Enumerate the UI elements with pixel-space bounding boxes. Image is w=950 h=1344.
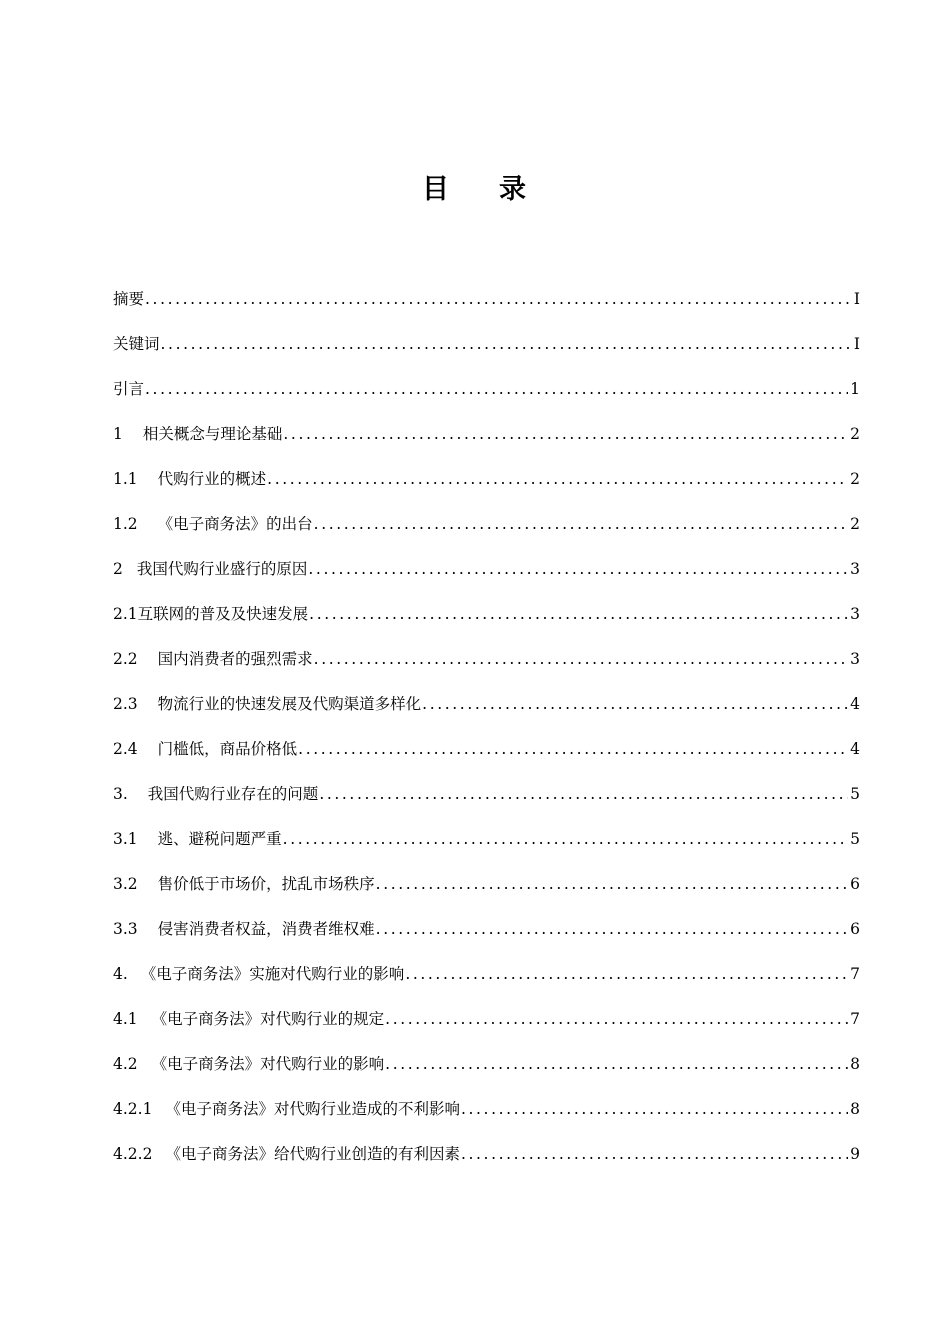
toc-page-number: 5	[850, 830, 860, 848]
toc-entry[interactable]	[113, 284, 860, 329]
toc-entry-label	[113, 464, 266, 494]
toc-page-number: 7	[850, 965, 860, 983]
toc-title-char-1: 目	[422, 174, 451, 206]
toc-page-number: 3	[850, 560, 860, 578]
toc-entry-label	[113, 959, 404, 989]
toc-entry[interactable]	[113, 374, 860, 419]
toc-entry-number: 2.2	[113, 650, 138, 668]
toc-entry-number: 2.3	[113, 695, 138, 713]
toc-entry-text: 《电子商务法》的出台	[157, 515, 313, 533]
toc-entry-text: 摘要	[113, 290, 145, 308]
toc-dot-leader	[298, 734, 848, 764]
toc-entry-text: 互联网的普及及快速发展	[137, 605, 309, 623]
toc-entry[interactable]	[113, 959, 860, 1004]
toc-page-number: 1	[850, 380, 860, 398]
toc-entry[interactable]	[113, 554, 860, 599]
toc-entry-label	[113, 284, 144, 314]
toc-dot-leader	[376, 914, 848, 944]
toc-dot-leader	[385, 1049, 848, 1079]
toc-page-number: 6	[850, 920, 860, 938]
toc-dot-leader	[461, 1139, 848, 1169]
toc-dot-leader	[267, 464, 848, 494]
toc-entry[interactable]	[113, 599, 860, 644]
toc-entry[interactable]	[113, 644, 860, 689]
toc-entry-label	[113, 554, 307, 584]
toc-entry[interactable]	[113, 869, 860, 914]
toc-dot-leader	[314, 644, 848, 674]
toc-entry-number: 1	[113, 425, 123, 443]
toc-entry-text: 引言	[113, 380, 145, 398]
toc-page-number: 5	[850, 785, 860, 803]
toc-dot-leader	[376, 869, 848, 899]
toc-dot-leader	[145, 374, 848, 404]
toc-entry[interactable]	[113, 689, 860, 734]
toc-entry-number: 3.3	[113, 920, 138, 938]
toc-page-number: 8	[850, 1055, 860, 1073]
toc-entry-label	[113, 824, 282, 854]
toc-entry[interactable]	[113, 824, 860, 869]
toc-page-number: 8	[850, 1100, 860, 1118]
toc-entry[interactable]	[113, 1094, 860, 1139]
toc-entry[interactable]	[113, 1139, 860, 1184]
toc-page-number: 9	[850, 1145, 860, 1163]
toc-entry-label	[113, 599, 308, 629]
toc-title	[0, 170, 950, 210]
toc-page-number: 3	[850, 605, 860, 623]
toc-page-number: 4	[850, 740, 860, 758]
toc-page-number: 2	[850, 515, 860, 533]
toc-page-number: I	[853, 290, 860, 308]
toc-page-number: 4	[850, 695, 860, 713]
toc-entry-text: 《电子商务法》给代购行业创造的有利因素	[165, 1145, 460, 1163]
toc-dot-leader	[405, 959, 848, 989]
toc-dot-leader	[309, 599, 848, 629]
toc-entry-number: 1.1	[113, 470, 138, 488]
toc-page-number: I	[853, 335, 860, 353]
toc-entry-number: 2	[113, 560, 123, 578]
toc-entry-text: 《电子商务法》对代购行业的规定	[151, 1010, 385, 1028]
toc-entry-text: 物流行业的快速发展及代购渠道多样化	[157, 695, 422, 713]
toc-entry[interactable]	[113, 1004, 860, 1049]
toc-entry-text: 《电子商务法》对代购行业的影响	[151, 1055, 385, 1073]
toc-dot-leader	[385, 1004, 848, 1034]
toc-dot-leader	[283, 824, 848, 854]
toc-entry-text: 逃、避税问题严重	[157, 830, 282, 848]
toc-page-number: 6	[850, 875, 860, 893]
toc-entry-label	[113, 1004, 384, 1034]
toc-dot-leader	[283, 419, 848, 449]
toc-entry-label	[113, 644, 313, 674]
toc-entry-label	[113, 374, 144, 404]
toc-entry-label	[113, 419, 282, 449]
toc-entry-label	[113, 1139, 460, 1169]
toc-entry[interactable]	[113, 914, 860, 959]
toc-entry-label	[113, 869, 375, 899]
toc-entry-text: 门槛低，商品价格低	[157, 740, 298, 758]
toc-entry-label	[113, 1049, 384, 1079]
toc-dot-leader	[422, 689, 848, 719]
toc-entry-number: 4.1	[113, 1010, 138, 1028]
table-of-contents	[113, 284, 860, 1184]
toc-entry-text: 《电子商务法》实施对代购行业的影响	[140, 965, 405, 983]
toc-entry-text: 我国代购行业盛行的原因	[136, 560, 308, 578]
toc-entry-number: 4.	[113, 965, 128, 983]
toc-entry[interactable]	[113, 734, 860, 779]
toc-entry[interactable]	[113, 509, 860, 554]
toc-entry[interactable]	[113, 329, 860, 374]
toc-entry-number: 3.	[113, 785, 128, 803]
toc-dot-leader	[461, 1094, 848, 1124]
toc-page-number: 2	[850, 470, 860, 488]
toc-entry-number: 4.2.2	[113, 1145, 153, 1163]
toc-dot-leader	[308, 554, 848, 584]
toc-dot-leader	[145, 284, 850, 314]
toc-entry-label	[113, 1094, 460, 1124]
toc-entry[interactable]	[113, 1049, 860, 1094]
toc-entry[interactable]	[113, 464, 860, 509]
toc-dot-leader	[161, 329, 850, 359]
toc-entry-label	[113, 329, 160, 359]
toc-page-number: 3	[850, 650, 860, 668]
toc-entry-text: 侵害消费者权益，消费者维权难	[157, 920, 375, 938]
toc-dot-leader	[319, 779, 848, 809]
toc-entry-number: 2.1	[113, 605, 138, 623]
toc-entry-number: 4.2.1	[113, 1100, 153, 1118]
toc-entry-text: 相关概念与理论基础	[142, 425, 283, 443]
toc-entry-number: 3.1	[113, 830, 138, 848]
toc-dot-leader	[314, 509, 848, 539]
toc-entry[interactable]	[113, 779, 860, 824]
toc-entry[interactable]	[113, 419, 860, 464]
toc-entry-number: 2.4	[113, 740, 138, 758]
toc-entry-label	[113, 779, 318, 809]
toc-page-number: 7	[850, 1010, 860, 1028]
toc-entry-number: 4.2	[113, 1055, 138, 1073]
toc-entry-text: 代购行业的概述	[157, 470, 267, 488]
toc-entry-text: 国内消费者的强烈需求	[157, 650, 313, 668]
toc-entry-label	[113, 509, 313, 539]
toc-entry-text: 关键词	[113, 335, 160, 353]
toc-entry-text: 售价低于市场价，扰乱市场秩序	[157, 875, 375, 893]
toc-entry-number: 3.2	[113, 875, 138, 893]
toc-entry-label	[113, 734, 297, 764]
toc-title-char-2: 录	[499, 174, 528, 206]
toc-entry-text: 我国代购行业存在的问题	[147, 785, 319, 803]
toc-entry-text: 《电子商务法》对代购行业造成的不利影响	[165, 1100, 460, 1118]
toc-entry-number: 1.2	[113, 515, 138, 533]
toc-page-number: 2	[850, 425, 860, 443]
toc-entry-label	[113, 689, 421, 719]
toc-entry-label	[113, 914, 375, 944]
